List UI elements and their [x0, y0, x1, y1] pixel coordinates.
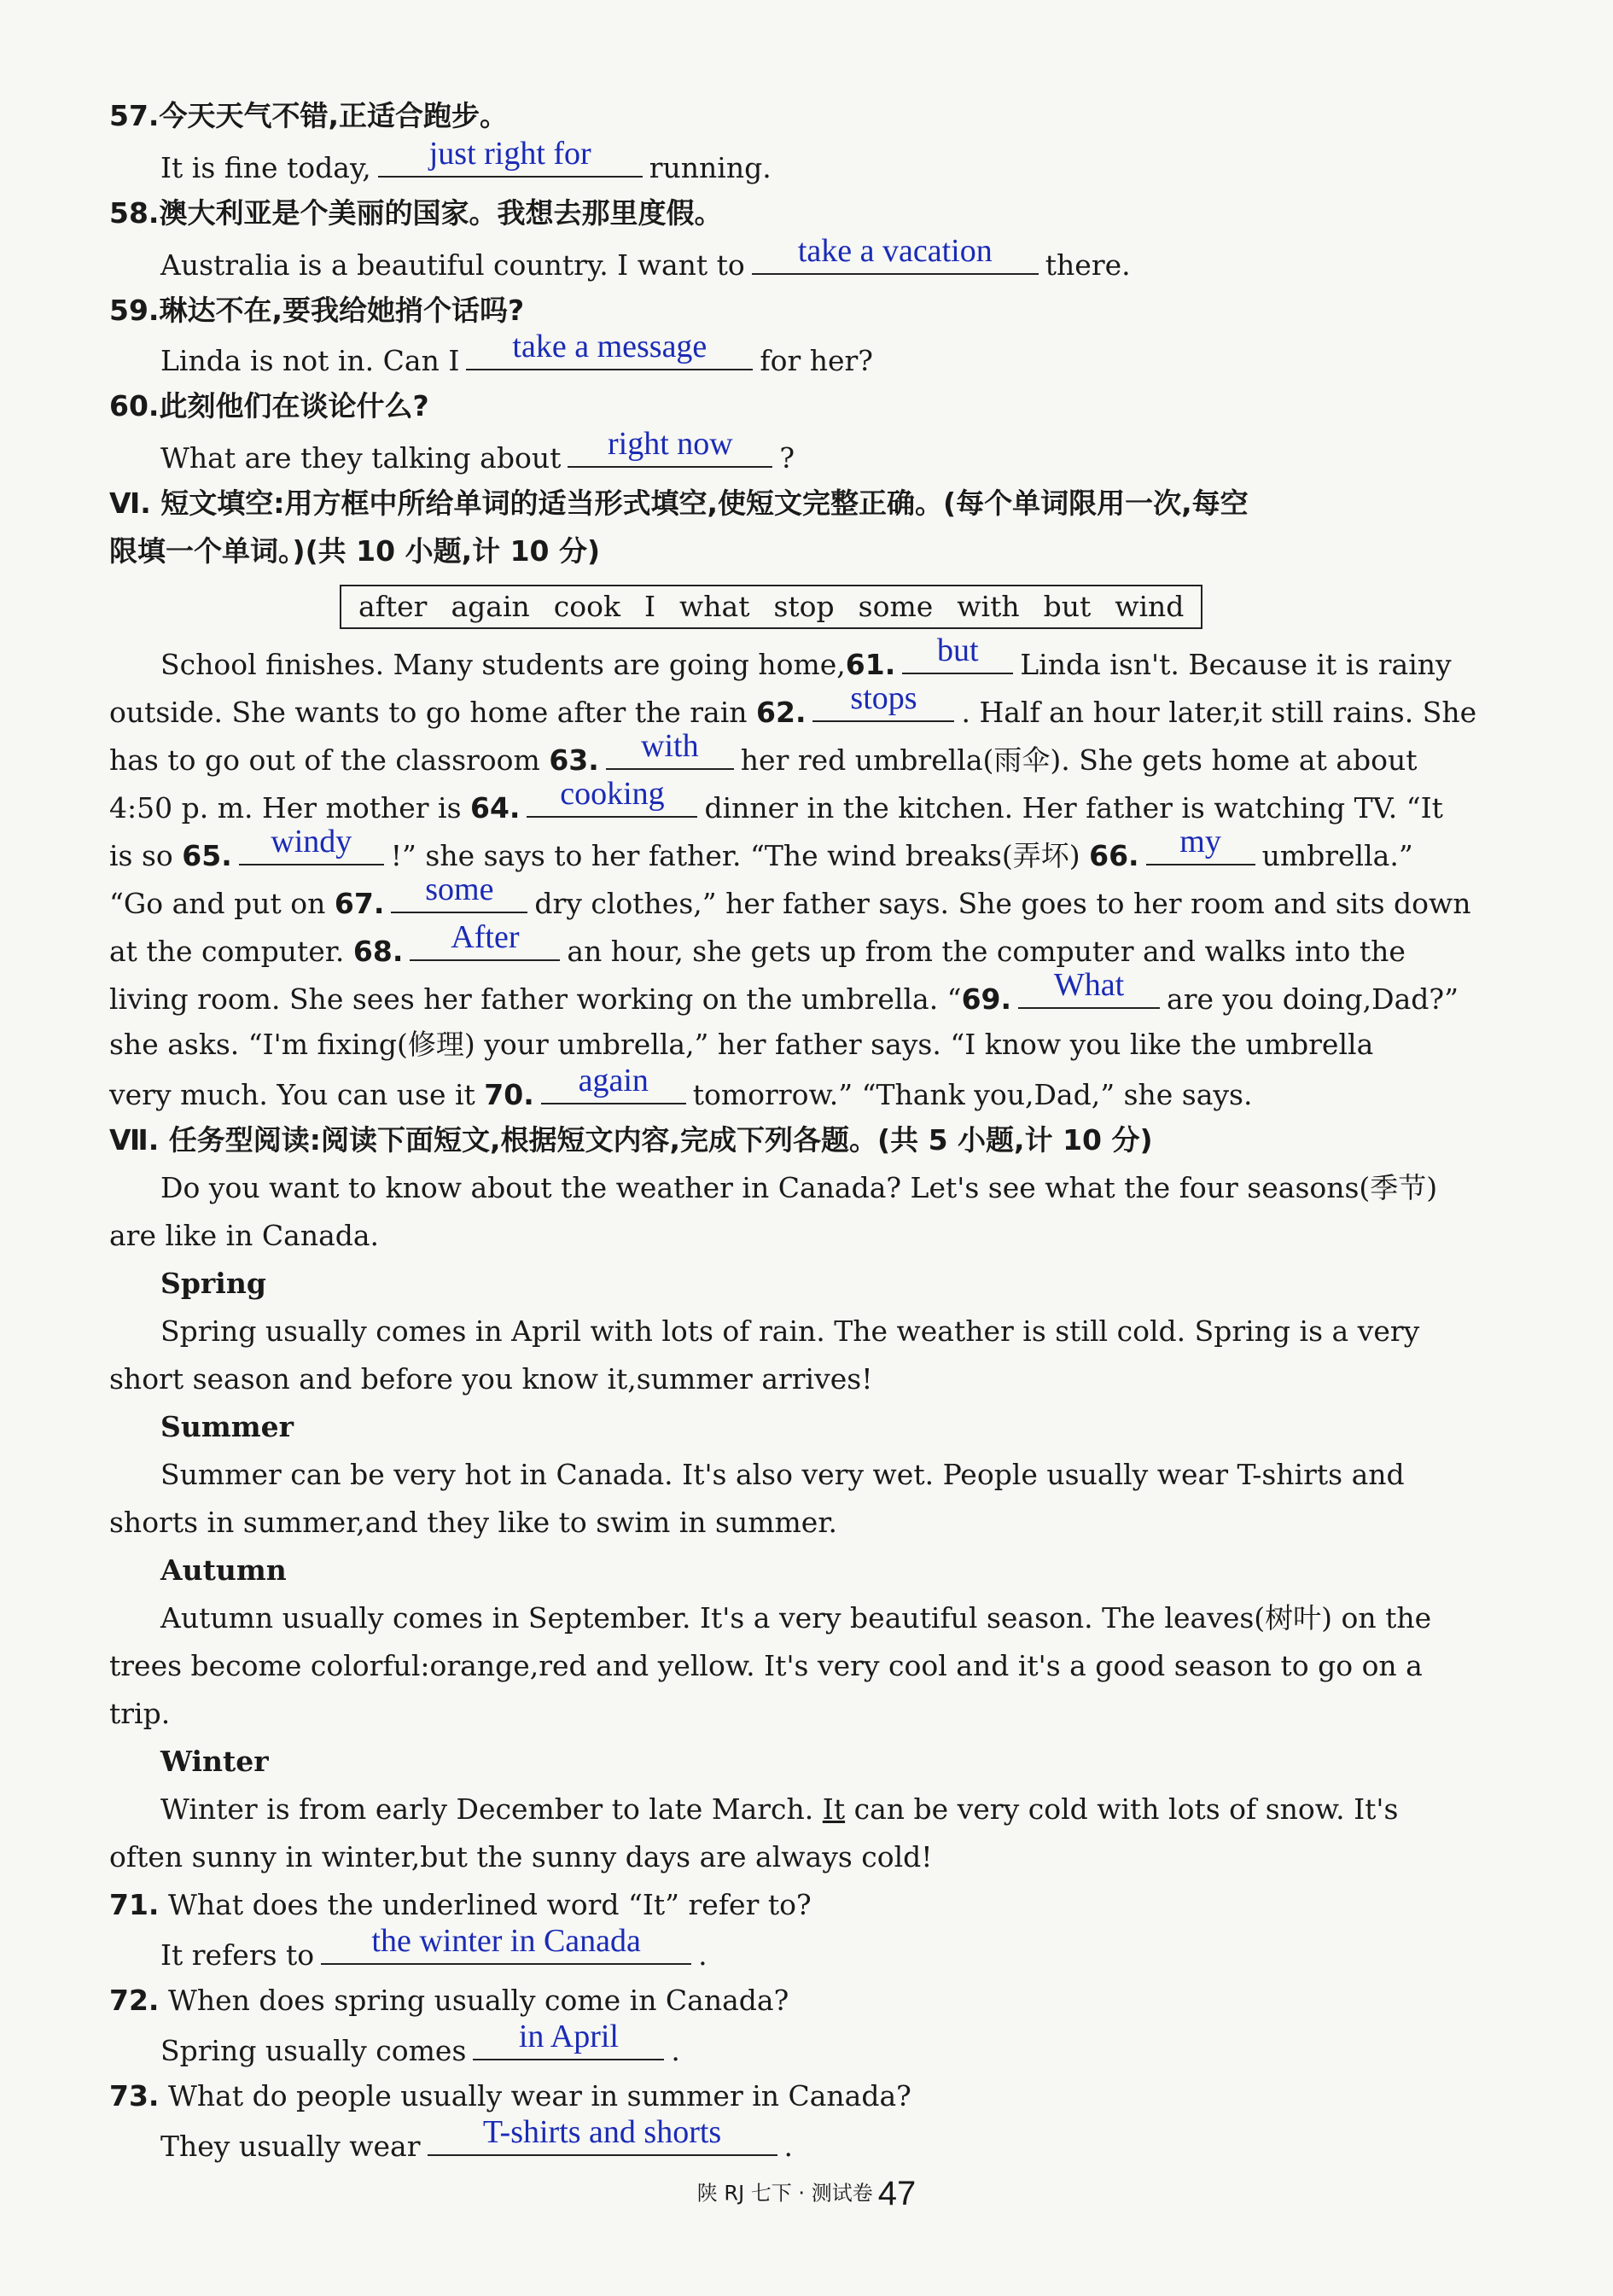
- word-bank-item: after: [358, 590, 428, 623]
- q71-blank[interactable]: [321, 1923, 691, 1965]
- q57-blank[interactable]: [378, 136, 643, 178]
- text: outside. She wants to go home after the rain: [109, 696, 748, 729]
- passage6-line-10: [109, 1063, 1509, 1119]
- text: 4:50 p. m. Her mother is: [109, 791, 462, 825]
- passage6-line-9: she asks. “I'm fixing(修理) your umbrella,” her father says. “I know you like the umbrella: [109, 1028, 1374, 1061]
- word-bank-item: again: [451, 590, 530, 623]
- text: What do people usually wear in summer in Canada?: [167, 2079, 911, 2112]
- text: Spring usually comes: [160, 2034, 467, 2067]
- q60-before: What are they talking about: [160, 441, 562, 475]
- q58-sentence: [160, 233, 1509, 289]
- q58-before: Australia is a beautiful country. I want to: [160, 248, 745, 282]
- q59-number: 59.: [109, 294, 160, 327]
- q60-number: 60.: [109, 389, 160, 422]
- word-bank-item: wind: [1115, 590, 1185, 623]
- winter-title: Winter: [160, 1745, 269, 1778]
- text: very much. You can use it: [109, 1078, 475, 1111]
- q67-answer: some: [425, 871, 494, 907]
- q59-chinese: 琳达不在,要我给她捎个话吗?: [159, 294, 525, 327]
- page-number: 47: [877, 2175, 917, 2212]
- q70-answer: again: [578, 1063, 649, 1098]
- text: dry clothes,” her father says. She goes to her room and sits down: [534, 887, 1471, 920]
- passage6-line-3: [109, 728, 1509, 784]
- summer-line-2: shorts in summer,and they like to swim in summer.: [109, 1506, 837, 1539]
- passage6-line-5: [109, 824, 1509, 880]
- text: has to go out of the classroom: [109, 743, 540, 777]
- text: umbrella.”: [1261, 839, 1413, 872]
- autumn-title: Autumn: [160, 1553, 287, 1587]
- text: . Half an hour later,it still rains. She: [961, 696, 1477, 729]
- q64-number: 64.: [470, 791, 521, 825]
- text: is so: [109, 839, 173, 872]
- q60-answer: right now: [607, 426, 733, 462]
- underlined-it: It: [822, 1792, 846, 1826]
- text: dinner in the kitchen. Her father is watching TV. “It: [704, 791, 1443, 825]
- q63-answer: with: [641, 728, 699, 764]
- q57-after: running.: [649, 151, 772, 184]
- q61-number: 61.: [845, 648, 896, 681]
- q68-number: 68.: [352, 935, 404, 968]
- text: They usually wear: [160, 2130, 421, 2163]
- q70-blank[interactable]: [541, 1063, 686, 1104]
- q71-number: 71.: [109, 1888, 160, 1921]
- q64-answer: cooking: [560, 776, 665, 812]
- q73-number: 73.: [109, 2079, 160, 2112]
- passage6-line-2: [109, 680, 1509, 737]
- q66-answer: my: [1179, 824, 1221, 860]
- q63-number: 63.: [549, 743, 599, 777]
- spring-line-2: short season and before you know it,summer arrives!: [109, 1362, 873, 1396]
- autumn-line-2: trees become colorful:orange,red and yellow. It's very cool and it's a good season to go on a: [109, 1649, 1423, 1682]
- word-bank-item: I: [643, 590, 656, 623]
- word-bank-item: some: [858, 590, 934, 623]
- text: at the computer.: [109, 935, 345, 968]
- q68-blank[interactable]: [410, 919, 560, 961]
- text: her red umbrella(雨伞). She gets home at about: [740, 743, 1418, 777]
- q59-before: Linda is not in. Can I: [160, 344, 460, 377]
- text: !” she says to her father. “The wind breaks(弄坏): [390, 839, 1080, 872]
- text: Linda isn't. Because it is rainy: [1020, 648, 1452, 681]
- text: .: [671, 2034, 680, 2067]
- q73-answer-line: [160, 2114, 1509, 2171]
- q59-answer: take a message: [512, 329, 708, 364]
- q70-number: 70.: [484, 1078, 534, 1111]
- q57-answer: just right for: [428, 136, 591, 172]
- q60-blank[interactable]: [568, 426, 772, 468]
- q72-blank[interactable]: [473, 2019, 664, 2060]
- q73-question: [109, 2072, 1509, 2120]
- passage6-line-8: [109, 967, 1509, 1023]
- text: living room. She sees her father working on the umbrella. “: [109, 982, 962, 1016]
- page-footer: [0, 2175, 1613, 2213]
- q62-blank[interactable]: [812, 680, 954, 722]
- text: .: [783, 2130, 794, 2163]
- text: can be very cold with lots of snow. It's: [853, 1792, 1399, 1826]
- word-bank-item: but: [1043, 590, 1092, 623]
- text: an hour, she gets up from the computer and walks into the: [567, 935, 1406, 968]
- q61-blank[interactable]: [902, 632, 1013, 674]
- q60-sentence: [160, 426, 1509, 482]
- footer-label: 陕 RJ 七下 · 测试卷: [696, 2181, 873, 2206]
- spring-line-1: Spring usually comes in April with lots of rain. The weather is still cold. Spring is a very: [160, 1314, 1420, 1348]
- summer-title: Summer: [160, 1410, 294, 1443]
- q72-answer-line: [160, 2019, 1509, 2075]
- q62-number: 62.: [756, 696, 806, 729]
- text: School finishes. Many students are going home,: [160, 648, 846, 681]
- word-bank-box: [340, 585, 1202, 629]
- q71-question: [109, 1881, 1509, 1929]
- section7-heading: Ⅶ. 任务型阅读:阅读下面短文,根据短文内容,完成下列各题。(共 5 小题,计 10 分): [109, 1123, 1153, 1157]
- q65-answer: windy: [271, 824, 352, 860]
- q69-answer: What: [1053, 967, 1125, 1003]
- q58-chinese: 澳大利亚是个美丽的国家。我想去那里度假。: [159, 196, 723, 230]
- q58-after: there.: [1045, 248, 1131, 282]
- q64-blank[interactable]: [527, 776, 697, 818]
- q65-blank[interactable]: [239, 824, 384, 865]
- q57-prompt: [109, 92, 1509, 140]
- text: tomorrow.” “Thank you,Dad,” she says.: [692, 1078, 1253, 1111]
- q60-prompt: [109, 382, 1509, 430]
- q72-question: [109, 1977, 1509, 2025]
- q71-answer-line: [160, 1923, 1509, 1979]
- word-bank-item: cook: [553, 590, 620, 623]
- winter-line-1: [160, 1786, 1509, 1833]
- q63-blank[interactable]: [606, 728, 734, 770]
- q59-sentence: [160, 329, 1509, 385]
- text: Winter is from early December to late March.: [160, 1792, 814, 1826]
- text: It refers to: [160, 1938, 315, 1972]
- q60-after: ?: [779, 441, 795, 475]
- text: are you doing,Dad?”: [1167, 982, 1459, 1016]
- q59-after: for her?: [760, 344, 873, 377]
- q57-number: 57.: [109, 99, 160, 132]
- q72-answer: in April: [518, 2019, 619, 2054]
- q57-before: It is fine today,: [160, 151, 371, 184]
- q67-blank[interactable]: [391, 871, 527, 913]
- text: “Go and put on: [109, 887, 326, 920]
- intro-line-1: Do you want to know about the weather in Canada? Let's see what the four seasons(季节): [160, 1171, 1438, 1204]
- q69-blank[interactable]: [1018, 967, 1160, 1009]
- q60-chinese: 此刻他们在谈论什么?: [159, 389, 429, 422]
- q58-prompt: [109, 189, 1509, 237]
- q69-number: 69.: [961, 982, 1012, 1016]
- q61-answer: but: [936, 632, 979, 668]
- q59-blank[interactable]: [466, 329, 753, 370]
- spring-title: Spring: [160, 1267, 266, 1300]
- q57-chinese: 今天天气不错,正适合跑步。: [159, 99, 509, 132]
- autumn-line-3: trip.: [109, 1697, 171, 1730]
- q58-blank[interactable]: [752, 233, 1039, 275]
- text: What does the underlined word “It” refer to?: [167, 1888, 812, 1921]
- intro-line-2: are like in Canada.: [109, 1219, 380, 1252]
- winter-line-2: often sunny in winter,but the sunny days are always cold!: [109, 1840, 933, 1874]
- q68-answer: After: [451, 919, 520, 955]
- q66-blank[interactable]: [1146, 824, 1255, 865]
- passage6-line-6: [109, 871, 1509, 928]
- text: .: [698, 1938, 708, 1972]
- q67-number: 67.: [334, 887, 385, 920]
- section6-heading-1: Ⅵ. 短文填空:用方框中所给单词的适当形式填空,使短文完整正确。(每个单词限用一次,每空: [109, 487, 1249, 520]
- q58-number: 58.: [109, 196, 160, 230]
- q65-number: 65.: [182, 839, 232, 872]
- q59-prompt: [109, 287, 1509, 335]
- q62-answer: stops: [850, 680, 917, 716]
- q66-number: 66.: [1089, 839, 1139, 872]
- q73-answer: T-shirts and shorts: [482, 2114, 722, 2150]
- summer-line-1: Summer can be very hot in Canada. It's also very wet. People usually wear T-shirts and: [160, 1458, 1405, 1491]
- q58-answer: take a vacation: [797, 233, 993, 269]
- word-bank-item: with: [957, 590, 1020, 623]
- q57-sentence: [160, 136, 1509, 192]
- q72-number: 72.: [109, 1984, 160, 2017]
- q71-answer: the winter in Canada: [371, 1923, 641, 1959]
- q73-blank[interactable]: [428, 2114, 777, 2156]
- autumn-line-1: Autumn usually comes in September. It's a very beautiful season. The leaves(树叶) on the: [160, 1601, 1432, 1635]
- text: When does spring usually come in Canada?: [167, 1984, 789, 2017]
- section6-heading-2: 限填一个单词。)(共 10 小题,计 10 分): [109, 534, 601, 568]
- word-bank-item: stop: [773, 590, 835, 623]
- passage6-line-7: [109, 919, 1509, 976]
- word-bank-item: what: [679, 590, 750, 623]
